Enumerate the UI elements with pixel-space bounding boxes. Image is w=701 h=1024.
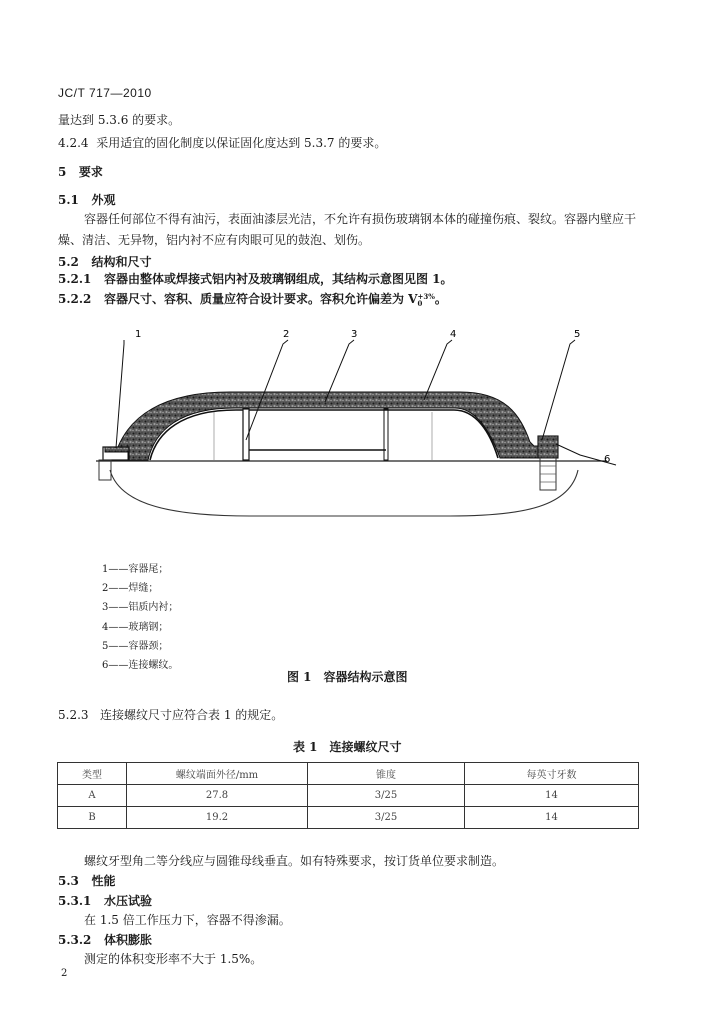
clause-5-2-2: [58, 290, 447, 307]
section-number: 5.3: [58, 874, 79, 888]
clause-5-3-1-text: 在 1.5 倍工作压力下，容器不得渗漏。: [84, 913, 291, 927]
legend-item: [102, 579, 178, 598]
vessel-lower-outline: [110, 470, 578, 516]
clause-title: 水压试验: [103, 894, 152, 908]
table-row: [58, 785, 639, 807]
clause-end: 。: [434, 292, 447, 306]
section-title: 性能: [91, 874, 116, 888]
leader-2: [246, 340, 288, 440]
legend-name: 连接螺纹。: [128, 660, 179, 672]
leader-5: [542, 340, 575, 440]
clause-text: 采用适宜的固化制度以保证固化度达到 5.3.7 的要求。: [96, 136, 387, 150]
clause-number: 5.2.3: [58, 708, 89, 722]
section-title: 要求: [78, 165, 103, 179]
clause-number: 5.3.2: [58, 933, 92, 947]
table-header-row: [58, 763, 639, 785]
cell-type: A: [58, 785, 127, 807]
section-title: 外观: [91, 193, 116, 207]
legend-sep: ——: [108, 602, 129, 614]
section-number: 5.2: [58, 255, 79, 269]
header-threads-per-inch: 每英寸牙数: [465, 763, 639, 785]
tolerance-sub: 0: [417, 298, 423, 308]
standard-code: JC/T 717—2010: [58, 86, 152, 100]
continued-line: 量达到 5.3.6 的要求。: [58, 113, 181, 127]
clause-number: 5.3.1: [58, 894, 92, 908]
legend-item: [102, 598, 178, 617]
tail-plug: [99, 460, 111, 480]
section-number: 5.1: [58, 193, 79, 207]
section-5-heading: [58, 163, 103, 180]
clause-number: 5.2.2: [58, 292, 92, 306]
container-structure-diagram: [0, 315, 701, 555]
legend-num: 1: [102, 564, 109, 575]
cell-diameter: 27.8: [127, 785, 308, 807]
cell-threads: 14: [465, 785, 639, 807]
legend-item: [102, 637, 178, 656]
legend-name: 容器尾；: [128, 564, 169, 575]
clause-5-3-2-text: 测定的体积变形率不大于 1.5%。: [84, 952, 263, 966]
leader-1: [116, 340, 124, 448]
clause-number: 5.2.1: [58, 272, 92, 286]
callout-3: 3: [351, 329, 358, 340]
table-row: [58, 807, 639, 829]
cell-threads: 14: [465, 807, 639, 829]
page-number: 2: [61, 968, 68, 979]
section-number: 5: [58, 165, 67, 179]
callout-1: 1: [135, 329, 142, 340]
clause-number: 4.2.4: [58, 136, 89, 150]
thread-note: 螺纹牙型角二等分线应与圆锥母线垂直。如有特殊要求，按订货单位要求制造。: [84, 854, 505, 868]
header-taper: 锥度: [308, 763, 465, 785]
clause-text: 容器由整体或焊接式铝内衬及玻璃钢组成，其结构示意图见图 1。: [103, 272, 453, 286]
thread-size-table: [57, 762, 639, 829]
section-5-1-heading: [58, 191, 115, 208]
cell-taper: 3/25: [308, 807, 465, 829]
clause-5-3-2-heading: [58, 931, 152, 948]
header-diameter: 螺纹端面外径/mm: [127, 763, 308, 785]
legend-num: 4: [102, 621, 109, 633]
legend-name: 容器颈；: [128, 640, 169, 652]
legend-item: [102, 618, 178, 637]
legend-sep: ——: [108, 640, 129, 652]
clause-4-2-4: [58, 134, 386, 151]
section-5-2-heading: [58, 253, 151, 270]
legend-num: 3: [102, 602, 109, 614]
legend-num: 5: [102, 640, 109, 652]
legend-sep: ——: [108, 583, 129, 595]
legend-item: [102, 656, 178, 675]
tolerance-sup: +3%: [417, 291, 435, 301]
container-neck: [538, 436, 558, 458]
liner-joint: [384, 409, 388, 460]
legend-num: 2: [102, 583, 109, 595]
callout-2: 2: [283, 329, 290, 340]
figure-caption: 图 1 容器结构示意图: [287, 670, 408, 684]
legend-num: 6: [102, 660, 109, 672]
section-5-3-heading: [58, 872, 115, 889]
clause-text: 连接螺纹尺寸应符合表 1 的规定。: [100, 708, 284, 722]
clause-text: 容器尺寸、容积、质量应符合设计要求。容积允许偏差为 V: [103, 292, 418, 306]
clause-5-2-1: [58, 270, 452, 287]
clause-5-2-3: [58, 706, 283, 723]
clause-title: 体积膨胀: [103, 933, 152, 947]
callout-4: 4: [450, 329, 457, 340]
callout-5: 5: [574, 329, 581, 340]
legend-name: 焊缝；: [128, 583, 159, 595]
table-title: 表 1 连接螺纹尺寸: [293, 740, 402, 754]
clause-5-3-1-heading: [58, 892, 152, 909]
legend-name: 铝质内衬；: [128, 602, 179, 614]
cell-type: B: [58, 807, 127, 829]
legend-item: [102, 560, 178, 579]
section-title: 结构和尺寸: [91, 255, 152, 269]
legend-sep: ——: [108, 621, 129, 633]
legend-sep: ——: [108, 564, 129, 575]
figure-legend: [102, 560, 178, 675]
legend-sep: ——: [108, 660, 129, 672]
header-type: 类型: [58, 763, 127, 785]
leader-4: [424, 340, 452, 400]
legend-name: 玻璃钢；: [128, 621, 169, 633]
cell-taper: 3/25: [308, 785, 465, 807]
paragraph-appearance: 容器任何部位不得有油污，表面油漆层光洁，不允许有损伤玻璃钢本体的碰撞伤痕、裂纹。容器内壁应干燥、清洁、无异物，铝内衬不应有肉眼可见的鼓泡、划伤。: [58, 212, 637, 247]
aluminum-liner: [150, 410, 498, 460]
cell-diameter: 19.2: [127, 807, 308, 829]
callout-6: 6: [604, 454, 611, 465]
tolerance-scripts: [417, 293, 434, 307]
